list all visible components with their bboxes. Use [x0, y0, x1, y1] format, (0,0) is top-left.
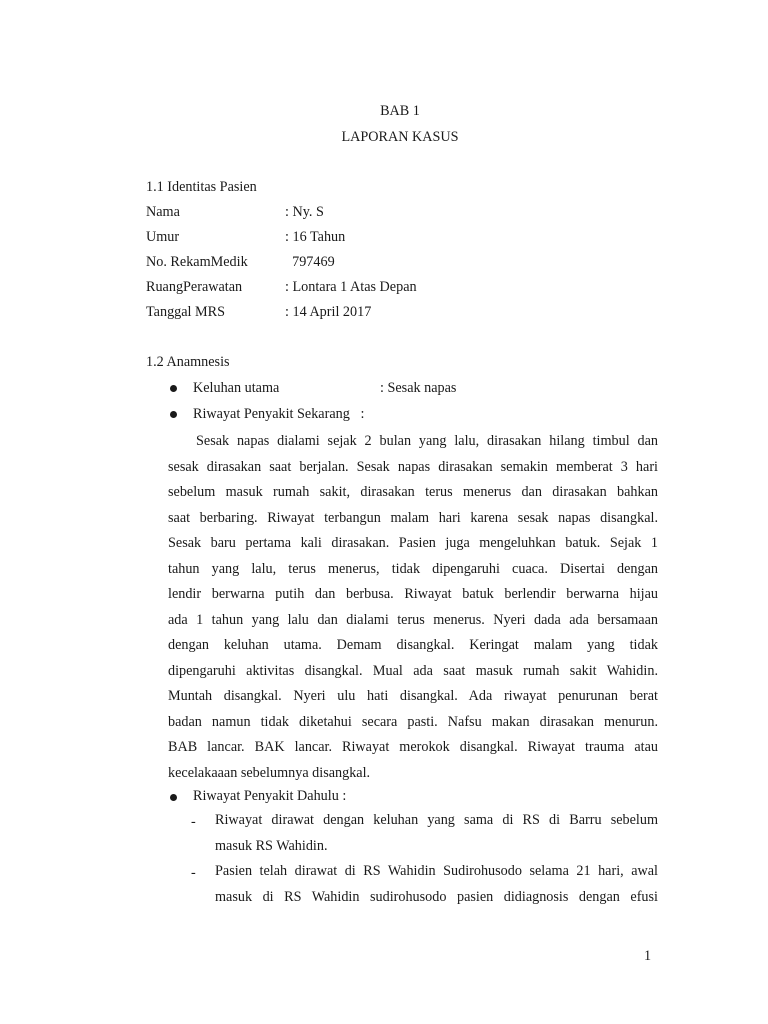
identity-value-ward: : Lontara 1 Atas Depan: [285, 279, 417, 295]
report-title: LAPORAN KASUS: [341, 129, 459, 145]
paragraph-line: Sesak baru pertama kali dirasakan. Pasien juga mengeluhkan batuk. Sejak 1: [168, 535, 658, 551]
identity-label-admission-date: Tanggal MRS: [146, 304, 226, 320]
complaint-label: Keluhan utama: [193, 380, 280, 396]
identity-label-record-number: No. RekamMedik: [146, 254, 248, 270]
identity-label-age: Umur: [146, 229, 180, 245]
item-line: Pasien telah dirawat di RS Wahidin Sudirohusodo selama 21 hari, awal: [215, 863, 658, 879]
anamnesis-section-title: 1.2 Anamnesis: [146, 354, 230, 370]
paragraph-line: ada 1 tahun yang lalu dan dialami terus menerus. Nyeri dada ada bersamaan: [168, 611, 658, 628]
paragraph-line: tahun yang lalu, terus menerus, tidak dipengaruhi cuaca. Disertai dengan: [168, 560, 658, 577]
paragraph-line: BAB lancar. BAK lancar. Riwayat merokok disangkal. Riwayat trauma atau: [168, 739, 658, 755]
identity-value-age: : 16 Tahun: [285, 229, 346, 245]
page-number: 1: [644, 948, 652, 964]
chapter-heading: BAB 1: [380, 103, 420, 119]
bullet-icon: [170, 411, 177, 418]
dash-marker: -: [191, 814, 196, 830]
paragraph-line: kecelakaaan sebelumnya disangkal.: [168, 764, 371, 781]
paragraph-line: lendir berwarna putih dan berbusa. Riwayat batuk berlendir berwarna hijau: [168, 586, 658, 602]
item-line: Riwayat dirawat dengan keluhan yang sama di RS di Barru sebelum: [215, 812, 658, 828]
past-history-item: [215, 808, 658, 859]
paragraph-line: saat berbaring. Riwayat terbangun malam hari karena sesak napas disangkal.: [168, 509, 658, 526]
paragraph-line: dipengaruhi aktivitas disangkal. Mual ada saat masuk rumah sakit Wahidin.: [168, 662, 658, 679]
past-history-label: Riwayat Penyakit Dahulu :: [193, 788, 347, 804]
identity-section-title: 1.1 Identitas Pasien: [146, 179, 257, 195]
paragraph-line: badan namun tidak diketahui secara pasti. Nafsu makan dirasakan menurun.: [168, 713, 658, 730]
identity-value-record-number: 797469: [285, 254, 335, 270]
paragraph-line: sebelum masuk rumah sakit, dirasakan terus menerus dan dirasakan bahkan: [168, 484, 658, 500]
dash-marker: -: [191, 865, 196, 881]
current-history-paragraph: [168, 429, 658, 786]
bullet-icon: [170, 794, 177, 801]
paragraph-line: sesak dirasakan saat berjalan. Sesak napas dirasakan semakin memberat 3 hari: [168, 458, 658, 475]
paragraph-line: dengan keluhan utama. Demam disangkal. Keringat malam yang tidak: [168, 637, 658, 653]
paragraph-line: Muntah disangkal. Nyeri ulu hati disangkal. Ada riwayat penurunan berat: [168, 688, 658, 704]
identity-label-ward: RuangPerawatan: [146, 279, 243, 295]
item-line: masuk di RS Wahidin sudirohusodo pasien didiagnosis dengan efusi: [215, 888, 658, 905]
identity-value-name: : Ny. S: [285, 204, 324, 220]
complaint-value: : Sesak napas: [380, 380, 457, 396]
current-history-label: Riwayat Penyakit Sekarang :: [193, 406, 365, 422]
identity-value-admission-date: : 14 April 2017: [285, 304, 372, 320]
bullet-icon: [170, 385, 177, 392]
item-line: masuk RS Wahidin.: [215, 837, 328, 854]
past-history-item: [215, 859, 658, 910]
paragraph-line: Sesak napas dialami sejak 2 bulan yang lalu, dirasakan hilang timbul dan: [196, 433, 658, 449]
identity-label-name: Nama: [146, 204, 180, 220]
